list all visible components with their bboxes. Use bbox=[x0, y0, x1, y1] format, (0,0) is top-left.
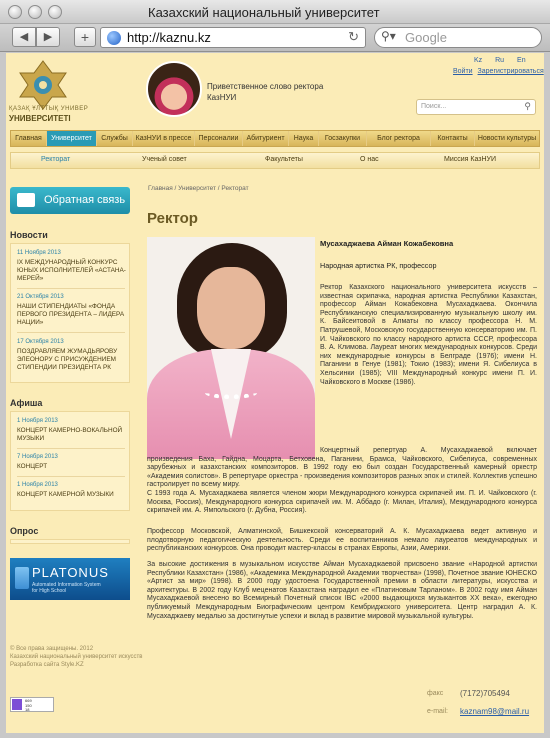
developer-link[interactable]: Разработка сайта Style.KZ bbox=[10, 662, 84, 668]
divider bbox=[17, 448, 125, 449]
close-window-button[interactable] bbox=[8, 5, 22, 19]
copyright-line: Казахский национальный университет искусств bbox=[10, 654, 143, 660]
feedback-label: Обратная связь bbox=[44, 194, 126, 206]
divider bbox=[17, 288, 125, 289]
login-link[interactable]: Войти bbox=[453, 68, 473, 75]
nav-applicants[interactable]: Абитуриент bbox=[243, 131, 289, 146]
rector-name: Мусахаджаева Айман Кожабековна bbox=[320, 239, 454, 248]
rector-subtitle: Народная артистка РК, профессор bbox=[320, 261, 437, 270]
nav-services[interactable]: Службы bbox=[97, 131, 133, 146]
news-date: 21 Октября 2013 bbox=[17, 294, 64, 300]
address-bar[interactable] bbox=[100, 27, 366, 48]
window-title: Казахский национальный университет bbox=[148, 5, 380, 20]
rector-bio: Ректор Казахского национального университета искусств – известная скрипачка, народная артистка Республики Казахстан, профессор Айман Кожабековна Мусахаджаева. Окончила Республиканскую специализированную музыкальную школу им. К. Байсеитовой в Алматы по классу профессора Н. М. Патрушевой, Московскую государственную консерваторию им. П. И. Чайковского по классу народного артиста СССР, профессора В. А. Климова. Лауреат многих международных конкурсов. Среди них международные конкурсы в Белграде (1976); имени Н. Паганини в Генуе (1981); Токио (1983); имени Я. Сибелиуса в Хельсинки (1985); VIII Международный конкурс имени П. И. Чайковского в Москве (1986). bbox=[320, 284, 537, 386]
search-icon[interactable]: ⚲ bbox=[524, 101, 531, 111]
divider bbox=[17, 332, 125, 333]
subnav-academic-council[interactable]: Ученый совет bbox=[142, 156, 187, 163]
auth-links bbox=[453, 68, 544, 75]
teaching-paragraph: Профессор Московской, Алматинской, Бишкекской консерваторий А. К. Мусахаджаева ведет активную и плодотворную педагогическую деятельность. Среди ее воспитанников немало лауреатов международных и республиканских конкурсов. Она проводит мастер-классы в странах Европы, Азии, Америки. bbox=[147, 528, 537, 553]
fax-value: (7172)705494 bbox=[460, 689, 510, 698]
site-search-placeholder: Поиск... bbox=[421, 103, 447, 110]
subnav-mission[interactable]: Миссия КазНУИ bbox=[444, 156, 497, 163]
platonus-subtitle-line: for High School bbox=[32, 588, 67, 594]
subnav-rectorate[interactable]: Ректорат bbox=[41, 156, 71, 163]
add-bookmark-button[interactable]: + bbox=[74, 27, 96, 47]
event-date: 1 Ноября 2013 bbox=[17, 418, 58, 424]
platonus-logo-icon bbox=[15, 567, 29, 589]
copyright-line: © Все права защищены. 2012 bbox=[10, 646, 94, 652]
news-heading: Новости bbox=[10, 230, 48, 240]
nav-science[interactable]: Наука bbox=[289, 131, 319, 146]
rector-avatar[interactable] bbox=[146, 61, 202, 117]
search-icon: ⚲▾ bbox=[381, 29, 396, 43]
zoom-window-button[interactable] bbox=[48, 5, 62, 19]
platonus-title: PLATONUS bbox=[32, 565, 109, 580]
portrait-necklace bbox=[205, 387, 257, 399]
repertoire-paragraph-wrap bbox=[147, 447, 537, 490]
logo-caption: ҚАЗАҚ ҰЛТТЫҚ УНИВЕР bbox=[9, 106, 89, 112]
email-link[interactable]: kaznam98@mail.ru bbox=[460, 707, 530, 716]
poll-box bbox=[10, 539, 130, 544]
counter-line: 18 bbox=[25, 707, 30, 713]
footer-copyright bbox=[10, 645, 142, 669]
platonus-subtitle-line: Automated Information System bbox=[32, 582, 101, 588]
reload-icon[interactable]: ↻ bbox=[348, 29, 359, 44]
counter-values bbox=[25, 699, 32, 713]
news-item[interactable]: IX МЕЖДУНАРОДНЫЙ КОНКУРС ЮНЫХ ИСПОЛНИТЕЛЕЙ «АСТАНА-МЕРЕЙ» bbox=[17, 259, 126, 282]
rector-welcome-link[interactable] bbox=[207, 81, 323, 103]
welcome-line-2: КазНУИ bbox=[207, 93, 237, 102]
minimize-window-button[interactable] bbox=[28, 5, 42, 19]
portrait-float-spacer bbox=[147, 447, 320, 451]
platonus-subtitle bbox=[32, 582, 101, 594]
visitor-counter[interactable] bbox=[10, 697, 54, 712]
nav-procurement[interactable]: Госзакупки bbox=[319, 131, 367, 146]
repertoire-paragraph: Концертный репертуар А. Мусахаджаевой включает произведения Баха, Гайдна, Моцарта, Бетховена, Паганини, Брамса, Чайковского, Сибелиуса, современных зарубежных и казахстанских композиторов. В 1992 году ею был создан Государственный камерный оркестр «Академия солистов». В репертуаре оркестра - произведения композиторов разных эпох и стилей. Коллектив успешно гастролирует по всему миру. bbox=[147, 447, 537, 489]
rector-portrait bbox=[147, 237, 315, 451]
subnav-about[interactable]: О нас bbox=[360, 156, 379, 163]
event-item[interactable]: КОНЦЕРТ КАМЕРНО-ВОКАЛЬНОЙ МУЗЫКИ bbox=[17, 427, 123, 442]
site-search-input[interactable] bbox=[416, 99, 536, 115]
news-date: 11 Ноября 2013 bbox=[17, 250, 61, 256]
nav-university[interactable]: Университет bbox=[47, 131, 97, 146]
globe-icon bbox=[107, 31, 121, 45]
lang-kz[interactable]: Kz bbox=[474, 57, 483, 64]
event-date: 1 Ноября 2013 bbox=[17, 482, 58, 488]
nav-contacts[interactable]: Контакты bbox=[431, 131, 475, 146]
nav-press[interactable]: КазНУИ в прессе bbox=[133, 131, 195, 146]
events-heading: Афиша bbox=[10, 398, 43, 408]
counter-icon bbox=[12, 699, 22, 710]
browser-toolbar bbox=[0, 24, 550, 52]
event-item[interactable]: КОНЦЕРТ bbox=[17, 463, 48, 470]
web-page bbox=[6, 53, 544, 733]
nav-culture-news[interactable]: Новости культуры bbox=[477, 135, 537, 142]
browser-search-placeholder: Google bbox=[405, 30, 447, 45]
portrait-face bbox=[197, 267, 265, 349]
news-item[interactable]: ПОЗДРАВЛЯЕМ ЖУМАДЬЯРОВУ ЭЛЕОНОРУ С ПРИСУЖДЕНИЕМ СТИПЕНДИИ ПРЕЗИДЕНТА РК bbox=[17, 348, 118, 371]
divider bbox=[17, 476, 125, 477]
counter-line: 669 bbox=[25, 698, 32, 703]
event-item[interactable]: КОНЦЕРТ КАМЕРНОЙ МУЗЫКИ bbox=[17, 491, 114, 498]
news-date: 17 Октября 2013 bbox=[17, 339, 64, 345]
subnav-faculties[interactable]: Факультеты bbox=[265, 156, 303, 163]
awards-paragraph: За высокие достижения в музыкальном искусстве Айман Мусахаджаевой присвоено звание «Народной артистки Республики Казахстан» (1986), «Академика Международной Академии творчества» (1998), Почетное звание ЮНЕСКО «Артист за мир» (1998). В 2000 году удостоена Государственной премии в области литературы, искусства и архитектуры. В 2002 году Клуб меценатов Казахстана наградил ее «Платиновым Тарланом». В 2002 году имя Айман Мусахаджаевой внесено во Всемирный Почетный список IBC «2000 выдающихся музыкантов XX века», ежегодно публикуемый Международным Биографическим центром Кембриджского университета. Центр наградил А. К. Мусахаджаеву медалью за достигнутые успехи и вклад в развитие мировой музыкальной культуры. bbox=[147, 561, 537, 620]
envelope-icon bbox=[17, 193, 35, 207]
page-title: Ректор bbox=[147, 210, 198, 227]
email-label: e-mail: bbox=[427, 708, 449, 715]
language-switcher bbox=[463, 57, 526, 64]
register-link[interactable]: Зарегистрироваться bbox=[477, 68, 544, 75]
forward-button[interactable]: ▶ bbox=[36, 27, 60, 47]
welcome-line-1: Приветственное слово ректора bbox=[207, 82, 324, 91]
lang-ru[interactable]: Ru bbox=[495, 57, 505, 64]
main-navigation bbox=[10, 130, 540, 147]
logo-emblem-icon bbox=[12, 59, 74, 111]
back-button[interactable]: ◀ bbox=[12, 27, 36, 47]
events-list bbox=[10, 411, 130, 511]
nav-home[interactable]: Главная bbox=[11, 131, 47, 146]
fax-label: факс bbox=[427, 690, 444, 697]
event-date: 7 Ноября 2013 bbox=[17, 454, 58, 460]
counter-line: 150 bbox=[25, 702, 32, 708]
nav-rector-blog[interactable]: Блог ректора bbox=[367, 131, 431, 146]
poll-heading: Опрос bbox=[10, 526, 39, 536]
jury-paragraph: С 1993 года А. Мусахаджаева является членом жюри Международного конкурса скрипачей им. П. И. Чайковского (г. Москва, Россия), Международного конкурса скрипачей им. М. Аббадо (г. Милан, Италия), Международного конкурса скрипачей им. А. Ямпольского (г. Дубна, Россия). bbox=[147, 490, 537, 515]
feedback-button[interactable] bbox=[10, 187, 130, 214]
platonus-banner[interactable] bbox=[10, 558, 130, 600]
breadcrumb[interactable]: Главная / Университет / Ректорат bbox=[148, 185, 249, 192]
browser-search-input[interactable] bbox=[374, 27, 542, 48]
sub-navigation bbox=[10, 152, 540, 169]
news-list bbox=[10, 243, 130, 383]
lang-en[interactable]: En bbox=[517, 57, 526, 64]
title-bar bbox=[0, 0, 550, 24]
logo-title: УНИВЕРСИТЕТІ bbox=[9, 114, 71, 123]
nav-personalities[interactable]: Персоналии bbox=[195, 131, 243, 146]
url-text[interactable]: http://kaznu.kz bbox=[127, 30, 211, 45]
news-item[interactable]: НАШИ СТИПЕНДИАТЫ «ФОНДА ПЕРВОГО ПРЕЗИДЕНТА – ЛИДЕРА НАЦИИ» bbox=[17, 303, 125, 326]
